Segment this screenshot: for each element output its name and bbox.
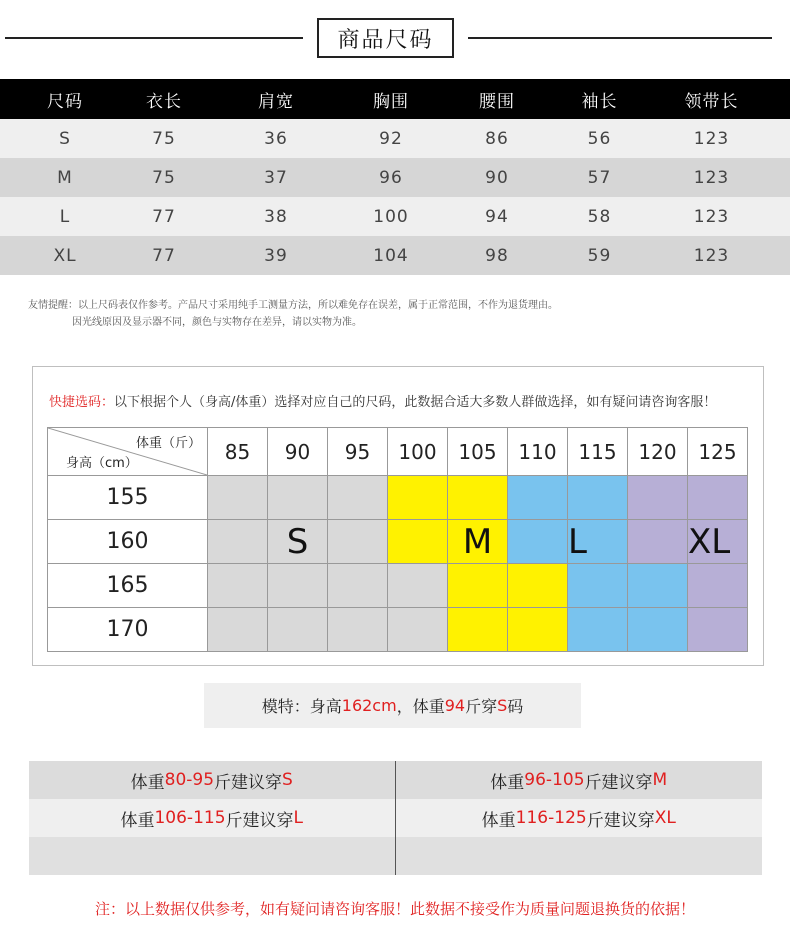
grid-cell-s bbox=[208, 608, 268, 652]
weight-header: 100 bbox=[388, 428, 448, 476]
recommend-row-empty bbox=[29, 837, 762, 875]
model-info bbox=[204, 683, 581, 728]
header-cell: 肩宽 bbox=[258, 91, 294, 112]
header-cell: 胸围 bbox=[373, 91, 409, 112]
recommend-item bbox=[29, 799, 396, 837]
recommend-text: 体重 bbox=[130, 772, 165, 793]
grid-cell-m bbox=[448, 476, 508, 520]
table-cell: 104 bbox=[373, 245, 409, 266]
grid-cell-xl bbox=[628, 476, 688, 520]
recommend-item bbox=[29, 761, 396, 799]
header-cell: 领带长 bbox=[684, 91, 739, 112]
grid-cell-s bbox=[208, 520, 268, 564]
table-cell: 123 bbox=[693, 245, 730, 266]
recommend-text: 体重 bbox=[481, 810, 516, 831]
weight-axis-label: 体重（斤） bbox=[135, 436, 201, 451]
grid-cell-m bbox=[508, 564, 568, 608]
size-label-xl: XL bbox=[688, 520, 748, 564]
quick-select-text: 以下根据个人（身高/体重）选择对应自己的尺码，此数据合适大多数人群做选择，如有疑问请咨询客服！ bbox=[114, 395, 717, 410]
table-cell: 123 bbox=[693, 206, 730, 227]
weight-header: 125 bbox=[688, 428, 748, 476]
height-header: 160 bbox=[48, 520, 208, 564]
table-cell: 38 bbox=[264, 206, 288, 227]
weight-header: 85 bbox=[208, 428, 268, 476]
size-note-line1: 友情提醒：以上尺码表仅作参考。产品尺寸采用纯手工测量方法，所以难免存在误差，属于正常范围，不作为退货理由。 bbox=[28, 300, 558, 311]
grid-cell-m bbox=[448, 608, 508, 652]
recommend-text: 斤建议穿 bbox=[584, 772, 653, 793]
table-cell: 77 bbox=[152, 206, 176, 227]
size-label-s: S bbox=[268, 520, 328, 564]
table-cell: 39 bbox=[264, 245, 288, 266]
recommend-text: 体重 bbox=[120, 810, 155, 831]
grid-cell-l bbox=[568, 608, 628, 652]
title-divider-right bbox=[468, 37, 772, 39]
grid-cell-s bbox=[268, 608, 328, 652]
table-cell: 77 bbox=[152, 245, 176, 266]
title-divider-left bbox=[5, 37, 303, 39]
table-cell: 59 bbox=[587, 245, 612, 266]
grid-cell-s bbox=[328, 476, 388, 520]
grid-cell-s bbox=[388, 564, 448, 608]
recommend-range: 116-125 bbox=[515, 808, 587, 828]
grid-cell-l bbox=[628, 608, 688, 652]
recommend-text: 斤建议穿 bbox=[225, 810, 294, 831]
table-cell: M bbox=[57, 167, 73, 188]
grid-cell-l bbox=[628, 564, 688, 608]
table-row bbox=[0, 119, 790, 158]
size-table bbox=[0, 79, 790, 275]
header-cell: 腰围 bbox=[479, 91, 515, 112]
grid-cell-xl bbox=[688, 564, 748, 608]
grid-cell-m bbox=[388, 476, 448, 520]
model-text: 斤穿 bbox=[465, 697, 498, 716]
recommend-item bbox=[396, 761, 763, 799]
quick-select-label: 快捷选码： bbox=[49, 395, 115, 410]
table-cell: 57 bbox=[587, 167, 612, 188]
size-label-l: L bbox=[568, 520, 628, 564]
grid-cell-s bbox=[268, 564, 328, 608]
grid-cell-s bbox=[388, 608, 448, 652]
grid-cell-m bbox=[448, 564, 508, 608]
header-cell: 衣长 bbox=[146, 91, 182, 112]
table-cell: 123 bbox=[693, 128, 730, 149]
model-size: S bbox=[497, 696, 508, 715]
size-note-line2: 因光线原因及显示器不同，颜色与实物存在差异，请以实物为准。 bbox=[72, 317, 362, 328]
grid-cell-s bbox=[328, 564, 388, 608]
model-text: 码 bbox=[507, 697, 524, 716]
recommend-text: 体重 bbox=[490, 772, 525, 793]
recommend-empty-cell bbox=[29, 837, 396, 875]
weight-header: 90 bbox=[268, 428, 328, 476]
recommend-range: 96-105 bbox=[524, 770, 585, 790]
disclaimer-footer: 注：以上数据仅供参考，如有疑问请咨询客服！此数据不接受作为质量问题退换货的依据！ bbox=[94, 900, 695, 918]
table-cell: 58 bbox=[587, 206, 612, 227]
recommend-size: L bbox=[293, 808, 303, 828]
header-cell: 袖长 bbox=[581, 91, 618, 112]
grid-cell-xl bbox=[688, 608, 748, 652]
recommend-row bbox=[29, 799, 762, 837]
grid-cell-l bbox=[568, 564, 628, 608]
recommend-empty-cell bbox=[396, 837, 763, 875]
table-cell: 92 bbox=[379, 128, 403, 149]
recommend-text: 斤建议穿 bbox=[586, 810, 655, 831]
weight-header: 95 bbox=[328, 428, 388, 476]
table-cell: XL bbox=[53, 245, 77, 266]
recommend-size: S bbox=[282, 770, 293, 790]
height-header: 165 bbox=[48, 564, 208, 608]
weight-header: 110 bbox=[508, 428, 568, 476]
height-weight-grid bbox=[47, 427, 748, 652]
grid-cell-l bbox=[508, 520, 568, 564]
grid-cell-l bbox=[508, 476, 568, 520]
grid-cell-s bbox=[268, 476, 328, 520]
weight-recommendation bbox=[29, 761, 762, 875]
weight-header: 115 bbox=[568, 428, 628, 476]
model-text: ，体重 bbox=[396, 697, 445, 716]
table-cell: 75 bbox=[152, 128, 176, 149]
grid-cell-xl bbox=[628, 520, 688, 564]
recommend-row bbox=[29, 761, 762, 799]
table-cell: 37 bbox=[264, 167, 288, 188]
size-label-m: M bbox=[448, 520, 508, 564]
recommend-range: 106-115 bbox=[154, 808, 226, 828]
height-axis-label: 身高（cm） bbox=[66, 456, 138, 471]
table-cell: 94 bbox=[485, 206, 509, 227]
table-cell: 98 bbox=[485, 245, 509, 266]
grid-cell-m bbox=[388, 520, 448, 564]
header-cell: 尺码 bbox=[47, 91, 83, 112]
table-cell: S bbox=[59, 128, 71, 149]
model-weight: 94 bbox=[444, 696, 466, 715]
table-row bbox=[0, 236, 790, 275]
grid-corner bbox=[48, 428, 208, 476]
table-cell: 100 bbox=[373, 206, 409, 227]
recommend-item bbox=[396, 799, 763, 837]
weight-header: 120 bbox=[628, 428, 688, 476]
grid-cell-xl bbox=[688, 476, 748, 520]
recommend-size: M bbox=[652, 770, 668, 790]
weight-header: 105 bbox=[448, 428, 508, 476]
table-cell: 75 bbox=[152, 167, 176, 188]
model-text: 模特：身高 bbox=[261, 697, 342, 716]
table-cell: 90 bbox=[485, 167, 509, 188]
height-header: 170 bbox=[48, 608, 208, 652]
table-cell: 86 bbox=[485, 128, 509, 149]
table-cell: 36 bbox=[264, 128, 288, 149]
height-header: 155 bbox=[48, 476, 208, 520]
table-row bbox=[0, 158, 790, 197]
grid-cell-s bbox=[208, 476, 268, 520]
table-cell: 96 bbox=[379, 167, 403, 188]
model-height: 162cm bbox=[341, 696, 397, 715]
table-cell: 123 bbox=[693, 167, 730, 188]
table-cell: 56 bbox=[587, 128, 612, 149]
grid-cell-s bbox=[328, 520, 388, 564]
grid-cell-m bbox=[508, 608, 568, 652]
table-row bbox=[0, 197, 790, 236]
recommend-range: 80-95 bbox=[164, 770, 215, 790]
recommend-text: 斤建议穿 bbox=[214, 772, 283, 793]
recommend-size: XL bbox=[654, 808, 676, 828]
size-note bbox=[28, 297, 558, 331]
table-cell: L bbox=[59, 206, 71, 227]
quick-select-intro bbox=[49, 391, 716, 410]
page-title: 商品尺码 bbox=[317, 18, 454, 58]
grid-cell-s bbox=[208, 564, 268, 608]
grid-cell-s bbox=[328, 608, 388, 652]
grid-cell-l bbox=[568, 476, 628, 520]
size-table-header bbox=[0, 79, 790, 119]
